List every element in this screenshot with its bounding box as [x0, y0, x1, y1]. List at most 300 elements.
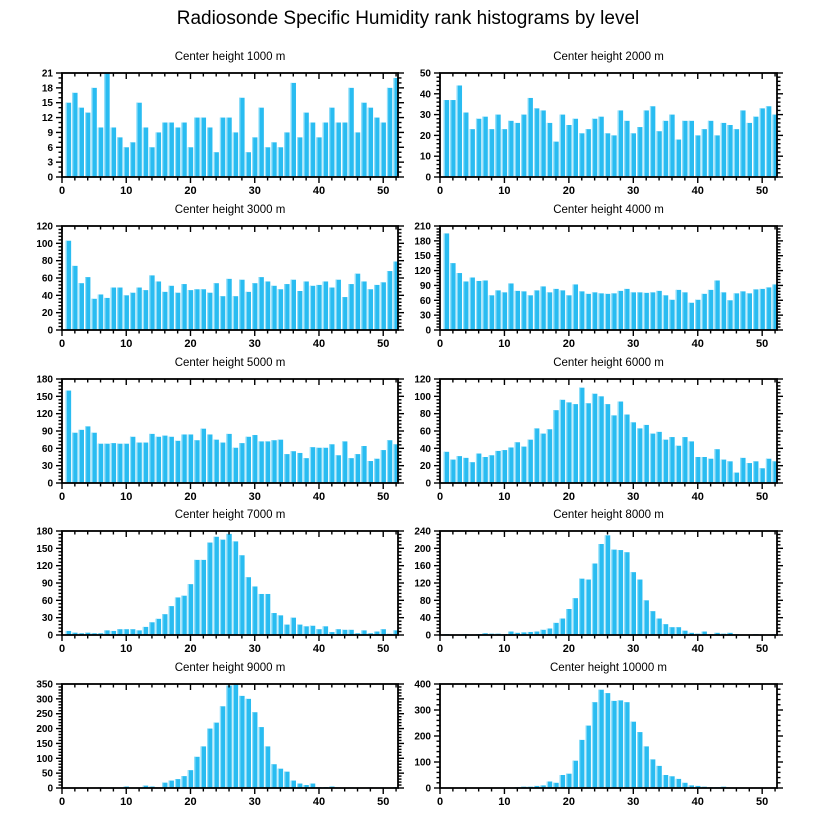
x-tick-label: 0	[58, 796, 66, 808]
bar-highlight	[766, 106, 767, 177]
bar-highlight	[297, 625, 298, 635]
bar-highlight	[72, 266, 73, 330]
bar-highlight	[291, 781, 292, 788]
bar-highlight	[361, 446, 362, 483]
bar-highlight	[271, 613, 272, 635]
y-tick-label: 0	[47, 172, 53, 184]
bar-highlight	[521, 291, 522, 330]
bar-highlight	[740, 291, 741, 330]
bar-highlight	[252, 712, 253, 788]
y-tick-label: 150	[414, 251, 431, 263]
x-tick-label: 50	[756, 185, 769, 197]
bar-highlight	[342, 297, 343, 330]
bar-highlight	[650, 611, 651, 635]
bar-highlight	[457, 456, 458, 483]
bars	[66, 73, 399, 177]
bar-highlight	[579, 133, 580, 177]
y-tick-label: 0	[47, 325, 53, 337]
bar-highlight	[368, 289, 369, 330]
bar-highlight	[284, 625, 285, 635]
bar-highlight	[381, 282, 382, 330]
bar-highlight	[374, 118, 375, 177]
bar-highlight	[136, 288, 137, 330]
x-tick-label: 40	[312, 338, 326, 350]
bar-highlight	[79, 283, 80, 330]
y-tick-label: 90	[41, 426, 53, 438]
x-tick-label: 10	[498, 643, 511, 655]
bar-highlight	[329, 108, 330, 177]
bar-highlight	[598, 690, 599, 788]
bar-highlight	[316, 137, 317, 177]
y-tick-label: 210	[414, 221, 431, 233]
bar-highlight	[482, 117, 483, 177]
bar-highlight	[740, 458, 741, 483]
bar-highlight	[323, 626, 324, 635]
bar-highlight	[207, 729, 208, 788]
bar-highlight	[656, 619, 657, 635]
bar-highlight	[740, 110, 741, 177]
bar-highlight	[637, 127, 638, 177]
bar-highlight	[188, 290, 189, 330]
bar-highlight	[323, 448, 324, 483]
bar-highlight	[470, 129, 471, 177]
x-tick-label: 30	[248, 491, 261, 503]
bar-highlight	[297, 453, 298, 483]
bar-highlight	[489, 295, 490, 330]
bar-highlight	[695, 300, 696, 330]
bar-highlight	[534, 108, 535, 177]
bar-highlight	[226, 118, 227, 177]
bar-highlight	[605, 133, 606, 177]
x-tick-label: 20	[562, 796, 575, 808]
bar-highlight	[393, 444, 394, 483]
bar-highlight	[676, 140, 677, 177]
bar-highlight	[631, 722, 632, 788]
y-tick-label: 400	[414, 679, 431, 691]
bar-highlight	[656, 131, 657, 177]
y-tick-label: 150	[36, 738, 53, 750]
bar-highlight	[239, 280, 240, 330]
x-tick-label: 50	[377, 643, 390, 655]
bar-highlight	[528, 295, 529, 330]
bar-highlight	[495, 115, 496, 177]
bar-highlight	[342, 123, 343, 177]
bar-highlight	[618, 402, 619, 483]
bar-highlight	[220, 540, 221, 635]
x-tick-label: 30	[248, 643, 261, 655]
bar-highlight	[611, 550, 612, 635]
bar-highlight	[540, 110, 541, 177]
bar-highlight	[175, 597, 176, 635]
figure-title: Radiosonde Specific Humidity rank histograms by level	[176, 8, 640, 29]
y-tick-label: 0	[47, 478, 53, 490]
bar-highlight	[450, 263, 451, 330]
x-tick-label: 40	[691, 491, 704, 503]
y-tick-label: 50	[41, 768, 53, 780]
bar-highlight	[252, 586, 253, 635]
y-tick-label: 100	[414, 757, 431, 769]
bar-highlight	[747, 463, 748, 483]
bar-highlight	[663, 121, 664, 177]
panel-title: Center height 3000 m	[174, 204, 286, 216]
bar-highlight	[226, 434, 227, 483]
y-tick-label: 30	[419, 310, 431, 322]
bar-highlight	[637, 292, 638, 330]
bar-highlight	[624, 415, 625, 483]
bar-highlight	[310, 447, 311, 483]
bar-highlight	[278, 440, 279, 483]
y-tick-label: 40	[41, 290, 53, 302]
bar-highlight	[310, 626, 311, 635]
bar-highlight	[284, 284, 285, 330]
histogram-panel	[36, 662, 404, 808]
bar-highlight	[188, 584, 189, 635]
bar-highlight	[66, 103, 67, 177]
bar-highlight	[547, 292, 548, 330]
bar-highlight	[124, 444, 125, 483]
bar-highlight	[689, 441, 690, 483]
bar-highlight	[66, 241, 67, 330]
histogram-panel	[414, 662, 783, 808]
bar-highlight	[284, 454, 285, 483]
bar-highlight	[143, 627, 144, 635]
bar-highlight	[98, 444, 99, 483]
bar-highlight	[611, 415, 612, 483]
bar-highlight	[361, 103, 362, 177]
bar-highlight	[727, 461, 728, 483]
bar-highlight	[310, 123, 311, 177]
bar-highlight	[220, 296, 221, 330]
bar-highlight	[381, 450, 382, 483]
bar-highlight	[291, 618, 292, 635]
bar-highlight	[656, 291, 657, 330]
y-tick-label: 50	[419, 68, 431, 80]
bar-highlight	[85, 277, 86, 330]
bar-highlight	[618, 291, 619, 330]
y-tick-label: 120	[414, 266, 431, 278]
histogram-panel	[414, 204, 783, 350]
bar-highlight	[104, 444, 105, 483]
y-tick-label: 100	[36, 238, 53, 250]
histogram-panel	[414, 357, 783, 503]
bar-highlight	[560, 775, 561, 788]
bar-highlight	[175, 127, 176, 177]
bar-highlight	[265, 594, 266, 635]
bar-highlight	[226, 685, 227, 788]
x-tick-label: 20	[562, 643, 575, 655]
x-tick-label: 30	[627, 185, 640, 197]
bar-highlight	[528, 98, 529, 177]
bar-highlight	[560, 290, 561, 330]
y-tick-label: 0	[47, 783, 53, 795]
bar-highlight	[579, 579, 580, 635]
bar-highlight	[130, 437, 131, 483]
bar-highlight	[291, 83, 292, 177]
bar-highlight	[111, 288, 112, 330]
bar-highlight	[521, 447, 522, 483]
bar-highlight	[495, 451, 496, 483]
bar-highlight	[682, 437, 683, 483]
bar-highlight	[104, 298, 105, 330]
bar-highlight	[175, 293, 176, 330]
bar-highlight	[566, 609, 567, 635]
bar-highlight	[246, 437, 247, 483]
bar-highlight	[393, 78, 394, 177]
x-tick-label: 30	[627, 338, 640, 350]
y-tick-label: 120	[414, 578, 431, 590]
bar-highlight	[143, 127, 144, 177]
bar-highlight	[201, 560, 202, 635]
y-tick-label: 80	[41, 256, 53, 268]
bar-highlight	[220, 706, 221, 788]
bar-highlight	[387, 271, 388, 330]
bar-highlight	[297, 137, 298, 177]
bar-highlight	[258, 441, 259, 483]
bar-highlight	[143, 443, 144, 483]
bar-highlight	[727, 300, 728, 330]
y-tick-label: 100	[414, 391, 431, 403]
bar-highlight	[450, 100, 451, 177]
panel-title: Center height 2000 m	[553, 51, 664, 63]
bar-highlight	[348, 88, 349, 177]
bar-highlight	[759, 468, 760, 483]
x-tick-label: 20	[562, 185, 575, 197]
bar-highlight	[457, 273, 458, 330]
bar-highlight	[579, 740, 580, 788]
bar-highlight	[207, 434, 208, 483]
x-tick-label: 0	[58, 643, 66, 655]
y-tick-label: 300	[414, 705, 431, 717]
bar-highlight	[111, 443, 112, 483]
bar-highlight	[502, 129, 503, 177]
bar-highlight	[355, 132, 356, 177]
y-tick-label: 120	[36, 221, 53, 233]
bar-highlight	[772, 284, 773, 330]
bar-highlight	[631, 292, 632, 330]
bar-highlight	[303, 626, 304, 635]
bar-highlight	[111, 127, 112, 177]
bar-highlight	[368, 461, 369, 483]
bar-highlight	[258, 727, 259, 788]
y-tick-label: 20	[41, 308, 53, 320]
panel-title: Center height 7000 m	[174, 509, 286, 521]
x-tick-label: 20	[184, 796, 197, 808]
bar-highlight	[560, 400, 561, 483]
bar-highlight	[592, 702, 593, 788]
bar-highlight	[540, 286, 541, 330]
bar-highlight	[650, 292, 651, 330]
bar-highlight	[207, 293, 208, 330]
bar-highlight	[701, 294, 702, 330]
bar-highlight	[637, 732, 638, 788]
bar-highlight	[239, 443, 240, 483]
bar-highlight	[669, 437, 670, 483]
bar-highlight	[586, 129, 587, 177]
bar-highlight	[586, 726, 587, 788]
bar-highlight	[361, 281, 362, 330]
bar-highlight	[676, 290, 677, 330]
bar-highlight	[631, 422, 632, 483]
bar-highlight	[631, 133, 632, 177]
bar-highlight	[547, 629, 548, 636]
y-tick-label: 40	[419, 443, 431, 455]
histogram-panel	[36, 204, 404, 350]
bar-highlight	[573, 598, 574, 635]
panel-title: Center height 10000 m	[550, 662, 667, 674]
x-tick-label: 10	[120, 185, 133, 197]
bar-highlight	[753, 117, 754, 177]
y-tick-label: 18	[41, 83, 53, 95]
bar-highlight	[605, 404, 606, 483]
bar-highlight	[239, 98, 240, 177]
bar-highlight	[271, 286, 272, 330]
y-tick-label: 200	[414, 731, 431, 743]
bar-highlight	[169, 123, 170, 177]
bar-highlight	[323, 281, 324, 330]
panel-title: Center height 4000 m	[553, 204, 664, 216]
bar-highlight	[566, 774, 567, 788]
bar-highlight	[553, 289, 554, 330]
y-tick-label: 6	[47, 142, 53, 154]
bar-highlight	[766, 459, 767, 483]
x-tick-label: 40	[312, 491, 326, 503]
bar-highlight	[201, 118, 202, 177]
x-tick-label: 40	[691, 643, 704, 655]
bar-highlight	[169, 606, 170, 635]
bar-highlight	[586, 403, 587, 483]
bar-highlight	[297, 291, 298, 330]
bar-highlight	[374, 459, 375, 483]
bar-highlight	[753, 289, 754, 330]
bar-highlight	[233, 448, 234, 483]
bar-highlight	[143, 290, 144, 330]
bar-highlight	[336, 280, 337, 330]
bar-highlight	[637, 428, 638, 483]
bar-highlight	[194, 440, 195, 483]
bar-highlight	[521, 115, 522, 177]
bar-highlight	[98, 127, 99, 177]
y-tick-label: 40	[419, 89, 431, 101]
bars	[463, 690, 778, 788]
bar-highlight	[169, 437, 170, 483]
bar-highlight	[598, 293, 599, 330]
histogram-panel	[42, 51, 404, 197]
y-tick-label: 100	[36, 753, 53, 765]
bar-highlight	[566, 125, 567, 177]
bar-highlight	[233, 684, 234, 788]
bar-highlight	[714, 449, 715, 483]
x-tick-label: 10	[498, 338, 511, 350]
bars	[444, 85, 778, 177]
y-tick-label: 350	[36, 679, 53, 691]
bar-highlight	[734, 129, 735, 177]
bar-highlight	[463, 458, 464, 483]
bar-highlight	[701, 129, 702, 177]
x-tick-label: 50	[756, 338, 769, 350]
y-tick-label: 20	[419, 130, 431, 142]
bar-highlight	[470, 462, 471, 483]
bar-highlight	[476, 119, 477, 177]
bar-highlight	[201, 746, 202, 788]
bar-highlight	[85, 113, 86, 177]
bar-highlight	[721, 460, 722, 483]
bar-highlight	[605, 294, 606, 330]
bar-highlight	[508, 283, 509, 330]
bar-highlight	[643, 600, 644, 635]
bar-highlight	[271, 764, 272, 788]
y-tick-label: 3	[47, 157, 53, 169]
bar-highlight	[534, 428, 535, 483]
bar-highlight	[220, 118, 221, 177]
bar-highlight	[663, 440, 664, 483]
bar-highlight	[650, 106, 651, 177]
bar-highlight	[387, 440, 388, 483]
bar-highlight	[156, 281, 157, 330]
bar-highlight	[515, 291, 516, 330]
bar-highlight	[156, 132, 157, 177]
bar-highlight	[708, 290, 709, 330]
bar-highlight	[201, 289, 202, 330]
bar-highlight	[162, 292, 163, 330]
bar-highlight	[175, 441, 176, 483]
bar-highlight	[450, 460, 451, 483]
x-tick-label: 0	[436, 338, 444, 350]
bar-highlight	[689, 121, 690, 177]
y-tick-label: 200	[36, 724, 53, 736]
x-tick-label: 0	[436, 491, 444, 503]
histogram-panel	[36, 357, 404, 503]
bar-highlight	[618, 550, 619, 635]
x-tick-label: 0	[436, 185, 444, 197]
y-tick-label: 160	[414, 561, 431, 573]
bar-highlight	[598, 117, 599, 177]
y-tick-label: 0	[425, 783, 431, 795]
bar-highlight	[586, 294, 587, 330]
bar-highlight	[669, 300, 670, 330]
bar-highlight	[611, 293, 612, 330]
y-tick-label: 30	[41, 613, 53, 625]
y-tick-label: 0	[425, 478, 431, 490]
bar-highlight	[669, 115, 670, 177]
y-tick-label: 90	[419, 280, 431, 292]
y-tick-label: 12	[41, 113, 53, 125]
x-tick-label: 10	[120, 338, 133, 350]
x-tick-label: 10	[498, 796, 511, 808]
histogram-panel	[414, 509, 783, 655]
bar-highlight	[265, 746, 266, 788]
bar-highlight	[669, 776, 670, 788]
y-tick-label: 40	[419, 613, 431, 625]
bar-highlight	[156, 437, 157, 483]
bar-highlight	[592, 119, 593, 177]
panel-title: Center height 6000 m	[553, 357, 664, 369]
bar-highlight	[79, 108, 80, 177]
bar-highlight	[540, 434, 541, 483]
x-tick-label: 50	[377, 796, 390, 808]
bar-highlight	[336, 455, 337, 483]
bars	[444, 388, 778, 483]
bars	[444, 535, 778, 635]
bar-highlight	[194, 757, 195, 788]
x-tick-label: 50	[377, 185, 390, 197]
bar-highlight	[695, 457, 696, 483]
y-tick-label: 9	[47, 127, 53, 139]
bar-highlight	[181, 776, 182, 788]
bar-highlight	[495, 290, 496, 330]
bar-highlight	[618, 700, 619, 788]
y-tick-label: 0	[425, 172, 431, 184]
x-tick-label: 30	[627, 491, 640, 503]
